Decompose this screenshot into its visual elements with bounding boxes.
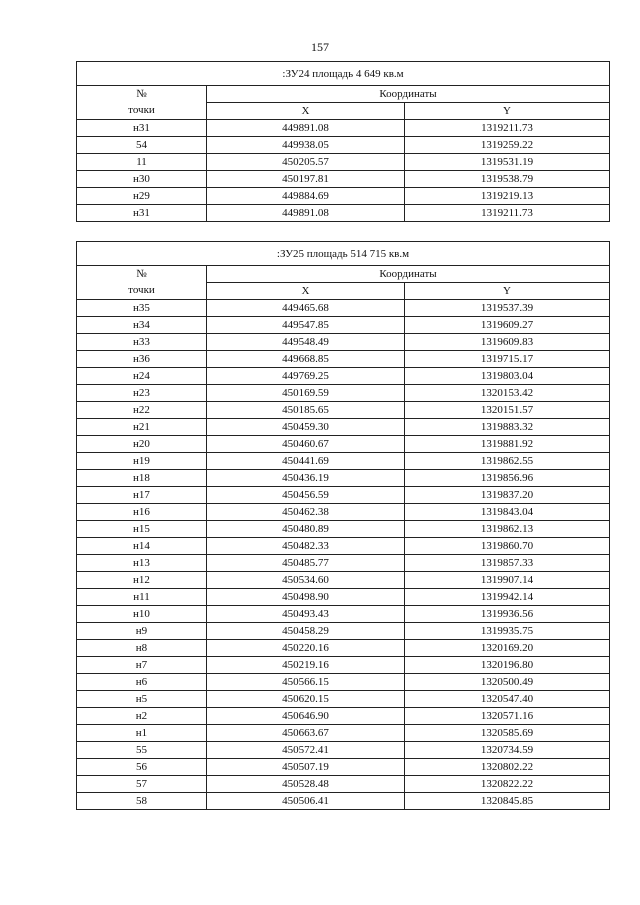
x-coordinate-cell: 450219.16 — [207, 657, 405, 674]
coordinates-header: Координаты — [207, 266, 610, 283]
y-coordinate-cell: 1319211.73 — [405, 120, 610, 137]
point-id-cell: н31 — [77, 205, 207, 222]
y-coordinate-cell: 1319537.39 — [405, 300, 610, 317]
y-coordinate-cell: 1319862.55 — [405, 453, 610, 470]
point-id-cell: 54 — [77, 137, 207, 154]
table-row — [77, 759, 610, 776]
table-row — [77, 776, 610, 793]
point-id-cell: 58 — [77, 793, 207, 810]
point-id-cell: н1 — [77, 725, 207, 742]
coordinates-table-zu25 — [76, 241, 610, 810]
point-label-header: точки — [77, 283, 207, 300]
y-coordinate-cell: 1319609.27 — [405, 317, 610, 334]
x-coordinate-cell: 450197.81 — [207, 171, 405, 188]
y-coordinate-cell: 1319860.70 — [405, 538, 610, 555]
table-row — [77, 606, 610, 623]
point-id-cell: н15 — [77, 521, 207, 538]
y-coordinate-cell: 1319856.96 — [405, 470, 610, 487]
table-row — [77, 368, 610, 385]
y-coordinate-cell: 1319538.79 — [405, 171, 610, 188]
x-coordinate-cell: 449465.68 — [207, 300, 405, 317]
x-coordinate-cell: 450169.59 — [207, 385, 405, 402]
point-number-header: № — [77, 86, 207, 103]
x-coordinate-cell: 450528.48 — [207, 776, 405, 793]
table-row — [77, 538, 610, 555]
x-coordinate-cell: 450436.19 — [207, 470, 405, 487]
header-row-2 — [77, 103, 610, 120]
y-coordinate-cell: 1320169.20 — [405, 640, 610, 657]
point-id-cell: н21 — [77, 419, 207, 436]
point-id-cell: 11 — [77, 154, 207, 171]
y-coordinate-cell: 1320196.80 — [405, 657, 610, 674]
y-coordinate-cell: 1319857.33 — [405, 555, 610, 572]
point-id-cell: н20 — [77, 436, 207, 453]
point-id-cell: н30 — [77, 171, 207, 188]
point-id-cell: н19 — [77, 453, 207, 470]
table-row — [77, 504, 610, 521]
table-row — [77, 572, 610, 589]
table-row — [77, 137, 610, 154]
point-id-cell: н2 — [77, 708, 207, 725]
table-title: :ЗУ25 площадь 514 715 кв.м — [77, 242, 610, 266]
table-row — [77, 623, 610, 640]
table-row — [77, 589, 610, 606]
x-coordinate-cell: 450460.67 — [207, 436, 405, 453]
table-row — [77, 793, 610, 810]
x-coordinate-cell: 450507.19 — [207, 759, 405, 776]
page-number: 157 — [311, 40, 329, 54]
header-row-1 — [77, 266, 610, 283]
y-coordinate-cell: 1320802.22 — [405, 759, 610, 776]
y-coordinate-cell: 1320153.42 — [405, 385, 610, 402]
point-id-cell: н10 — [77, 606, 207, 623]
x-coordinate-cell: 450663.67 — [207, 725, 405, 742]
y-coordinate-cell: 1319883.32 — [405, 419, 610, 436]
x-header: X — [207, 103, 405, 120]
x-coordinate-cell: 449769.25 — [207, 368, 405, 385]
table-row — [77, 708, 610, 725]
table-row — [77, 402, 610, 419]
x-coordinate-cell: 450566.15 — [207, 674, 405, 691]
point-id-cell: н33 — [77, 334, 207, 351]
y-coordinate-cell: 1319942.14 — [405, 589, 610, 606]
y-coordinate-cell: 1319531.19 — [405, 154, 610, 171]
x-coordinate-cell: 450462.38 — [207, 504, 405, 521]
y-coordinate-cell: 1320845.85 — [405, 793, 610, 810]
coordinates-header: Координаты — [207, 86, 610, 103]
table-row — [77, 419, 610, 436]
table-row — [77, 657, 610, 674]
table-row — [77, 300, 610, 317]
table-row — [77, 120, 610, 137]
y-coordinate-cell: 1319715.17 — [405, 351, 610, 368]
x-coordinate-cell: 450493.43 — [207, 606, 405, 623]
table-row — [77, 691, 610, 708]
header-row-1 — [77, 86, 610, 103]
point-id-cell: н18 — [77, 470, 207, 487]
table-row — [77, 385, 610, 402]
y-coordinate-cell: 1319211.73 — [405, 205, 610, 222]
table-row — [77, 188, 610, 205]
x-coordinate-cell: 450205.57 — [207, 154, 405, 171]
x-coordinate-cell: 450220.16 — [207, 640, 405, 657]
point-id-cell: н36 — [77, 351, 207, 368]
point-id-cell: н8 — [77, 640, 207, 657]
x-header: X — [207, 283, 405, 300]
x-coordinate-cell: 449938.05 — [207, 137, 405, 154]
table-row — [77, 487, 610, 504]
table-row — [77, 453, 610, 470]
point-id-cell: н12 — [77, 572, 207, 589]
header-row-2 — [77, 283, 610, 300]
point-id-cell: н11 — [77, 589, 207, 606]
point-id-cell: н7 — [77, 657, 207, 674]
x-coordinate-cell: 449884.69 — [207, 188, 405, 205]
y-coordinate-cell: 1319609.83 — [405, 334, 610, 351]
point-id-cell: н35 — [77, 300, 207, 317]
y-coordinate-cell: 1319219.13 — [405, 188, 610, 205]
point-id-cell: н6 — [77, 674, 207, 691]
y-coordinate-cell: 1319935.75 — [405, 623, 610, 640]
x-coordinate-cell: 449548.49 — [207, 334, 405, 351]
table-row — [77, 674, 610, 691]
point-id-cell: н31 — [77, 120, 207, 137]
x-coordinate-cell: 450485.77 — [207, 555, 405, 572]
point-id-cell: н5 — [77, 691, 207, 708]
y-coordinate-cell: 1319936.56 — [405, 606, 610, 623]
y-coordinate-cell: 1319907.14 — [405, 572, 610, 589]
table-title-row — [77, 62, 610, 86]
y-coordinate-cell: 1319862.13 — [405, 521, 610, 538]
y-coordinate-cell: 1319803.04 — [405, 368, 610, 385]
x-coordinate-cell: 450480.89 — [207, 521, 405, 538]
table-row — [77, 154, 610, 171]
point-id-cell: н29 — [77, 188, 207, 205]
point-number-header: № — [77, 266, 207, 283]
point-id-cell: 56 — [77, 759, 207, 776]
table-row — [77, 521, 610, 538]
y-coordinate-cell: 1319881.92 — [405, 436, 610, 453]
x-coordinate-cell: 450458.29 — [207, 623, 405, 640]
y-coordinate-cell: 1319837.20 — [405, 487, 610, 504]
table-row — [77, 725, 610, 742]
table-row — [77, 555, 610, 572]
x-coordinate-cell: 450498.90 — [207, 589, 405, 606]
table-row — [77, 205, 610, 222]
point-id-cell: н14 — [77, 538, 207, 555]
x-coordinate-cell: 450482.33 — [207, 538, 405, 555]
table-row — [77, 171, 610, 188]
y-coordinate-cell: 1319259.22 — [405, 137, 610, 154]
table-title: :ЗУ24 площадь 4 649 кв.м — [77, 62, 610, 86]
table-row — [77, 334, 610, 351]
point-label-header: точки — [77, 103, 207, 120]
table-row — [77, 742, 610, 759]
point-id-cell: н17 — [77, 487, 207, 504]
table-title-row — [77, 242, 610, 266]
y-coordinate-cell: 1320500.49 — [405, 674, 610, 691]
x-coordinate-cell: 449668.85 — [207, 351, 405, 368]
point-id-cell: 57 — [77, 776, 207, 793]
point-id-cell: 55 — [77, 742, 207, 759]
point-id-cell: н22 — [77, 402, 207, 419]
x-coordinate-cell: 449891.08 — [207, 205, 405, 222]
point-id-cell: н23 — [77, 385, 207, 402]
x-coordinate-cell: 449547.85 — [207, 317, 405, 334]
x-coordinate-cell: 450572.41 — [207, 742, 405, 759]
point-id-cell: н16 — [77, 504, 207, 521]
x-coordinate-cell: 450185.65 — [207, 402, 405, 419]
x-coordinate-cell: 450459.30 — [207, 419, 405, 436]
point-id-cell: н24 — [77, 368, 207, 385]
y-coordinate-cell: 1320734.59 — [405, 742, 610, 759]
x-coordinate-cell: 450646.90 — [207, 708, 405, 725]
x-coordinate-cell: 449891.08 — [207, 120, 405, 137]
y-coordinate-cell: 1320585.69 — [405, 725, 610, 742]
y-coordinate-cell: 1320822.22 — [405, 776, 610, 793]
y-coordinate-cell: 1320547.40 — [405, 691, 610, 708]
x-coordinate-cell: 450456.59 — [207, 487, 405, 504]
y-coordinate-cell: 1319843.04 — [405, 504, 610, 521]
table-row — [77, 351, 610, 368]
point-id-cell: н9 — [77, 623, 207, 640]
table-row — [77, 640, 610, 657]
table-row — [77, 470, 610, 487]
x-coordinate-cell: 450534.60 — [207, 572, 405, 589]
x-coordinate-cell: 450506.41 — [207, 793, 405, 810]
y-coordinate-cell: 1320151.57 — [405, 402, 610, 419]
x-coordinate-cell: 450620.15 — [207, 691, 405, 708]
x-coordinate-cell: 450441.69 — [207, 453, 405, 470]
coordinates-table-zu24 — [76, 61, 610, 222]
point-id-cell: н13 — [77, 555, 207, 572]
y-header: Y — [405, 283, 610, 300]
y-coordinate-cell: 1320571.16 — [405, 708, 610, 725]
table-row — [77, 317, 610, 334]
y-header: Y — [405, 103, 610, 120]
point-id-cell: н34 — [77, 317, 207, 334]
table-row — [77, 436, 610, 453]
